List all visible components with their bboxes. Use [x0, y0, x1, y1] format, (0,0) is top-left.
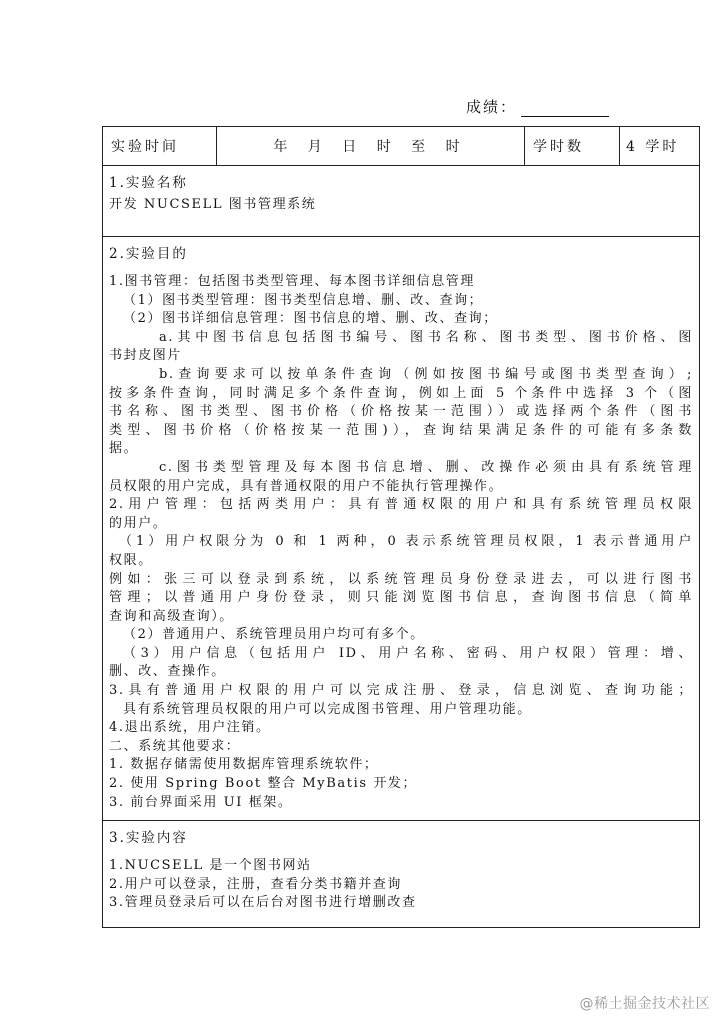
text-line: 1. 数据存储需使用数据库管理系统软件；	[109, 757, 379, 773]
text-line: 的用户。	[109, 515, 168, 531]
text-line: 具有系统管理员权限的用户可以完成图书管理、用户管理功能。	[123, 701, 532, 717]
experiment-report-table	[102, 126, 700, 928]
text-line: （2）普通用户、系统管理员用户均可有多个。	[123, 627, 425, 643]
text-line: 1.图书管理：包括图书类型管理、每本图书详细信息管理	[109, 274, 476, 289]
text-line: 1.NUCSELL 是一个图书网站	[109, 858, 312, 873]
text-line: （1）图书类型管理：图书类型信息增、删、改、查询；	[123, 292, 484, 308]
text-line: （2）图书详细信息管理：图书信息的增、删、改、查询；	[123, 311, 498, 327]
text-line: 类型、图书价格（价格按某一范围)），查询结果满足条件的可能有多条数	[109, 422, 693, 438]
text-line: （1）用户权限分为 0 和 1 两种，0 表示系统管理员权限，1 表示普通用户	[119, 534, 693, 550]
text-line: 例如：张三可以登录到系统，以系统管理员身份登录进去，可以进行图书	[109, 571, 693, 587]
hours-label: 学时数	[525, 127, 620, 165]
time-label: 实验时间	[103, 127, 217, 165]
text-line: 开发 NUCSELL 图书管理系统	[109, 197, 317, 212]
text-line: 2.用户可以登录，注册，查看分类书籍并查询	[109, 876, 403, 892]
text-line: （3）用户信息（包括用户 ID、用户名称、密码、用户权限）管理：增、	[123, 645, 693, 661]
watermark: @稀土掘金技术社区	[579, 996, 710, 1012]
text-line: 二、系统其他要求：	[109, 738, 241, 754]
text-line: 书名称、图书类型、图书价格（价格按某一范围））或选择两个条件（图书	[109, 404, 693, 420]
section-title: 3.实验内容	[109, 830, 188, 846]
text-line: 4.退出系统，用户注销。	[109, 720, 271, 736]
text-line: 权限。	[109, 552, 153, 568]
section-experiment-name	[103, 166, 699, 237]
text-line: 书封皮图片	[109, 348, 183, 364]
text-line: 员权限的用户完成，具有普通权限的用户不能执行管理操作。	[109, 478, 504, 494]
section-experiment-purpose	[103, 237, 699, 821]
date-template: 年 月 日 时 至 时	[217, 127, 525, 165]
section-experiment-content	[103, 821, 699, 927]
score-field	[466, 96, 609, 117]
text-line: 2. 使用 Spring Boot 整合 MyBatis 开发；	[109, 776, 418, 792]
text-line: 按多条件查询，同时满足多个条件查询，例如上面 5 个条件中选择 3 个（图	[109, 385, 693, 401]
score-label: 成绩：	[466, 98, 518, 116]
text-line: a.其中图书信息包括图书编号、图书名称、图书类型、图书价格、图	[159, 329, 693, 345]
text-line: 3.管理员登录后可以在后台对图书进行增删改查	[109, 895, 417, 911]
score-blank-line	[521, 100, 609, 117]
text-line: b.查询要求可以按单条件查询（例如按图书编号或图书类型查询）;	[159, 366, 693, 382]
section-title: 2.实验目的	[109, 246, 188, 262]
text-line: 删、改、查操作。	[109, 664, 226, 680]
text-line: 3.具有普通用户权限的用户可以完成注册、登录，信息浏览、查询功能；	[109, 683, 693, 699]
text-line: 3. 前台界面采用 UI 框架。	[109, 794, 293, 810]
text-line: 查询和高级查询）。	[109, 608, 234, 624]
text-line: 管理；以普通用户身份登录，则只能浏览图书信息，查询图书信息（简单	[109, 590, 693, 606]
text-line: c.图书类型管理及每本图书信息增、删、改操作必须由具有系统管理	[159, 459, 693, 475]
text-line: 据。	[109, 441, 139, 457]
header-row	[103, 127, 699, 166]
hours-value: 4 学时	[626, 139, 680, 155]
section-title: 1.实验名称	[109, 175, 188, 191]
text-line: 2.用户管理：包括两类用户：具有普通权限的用户和具有系统管理员权限	[109, 497, 693, 513]
